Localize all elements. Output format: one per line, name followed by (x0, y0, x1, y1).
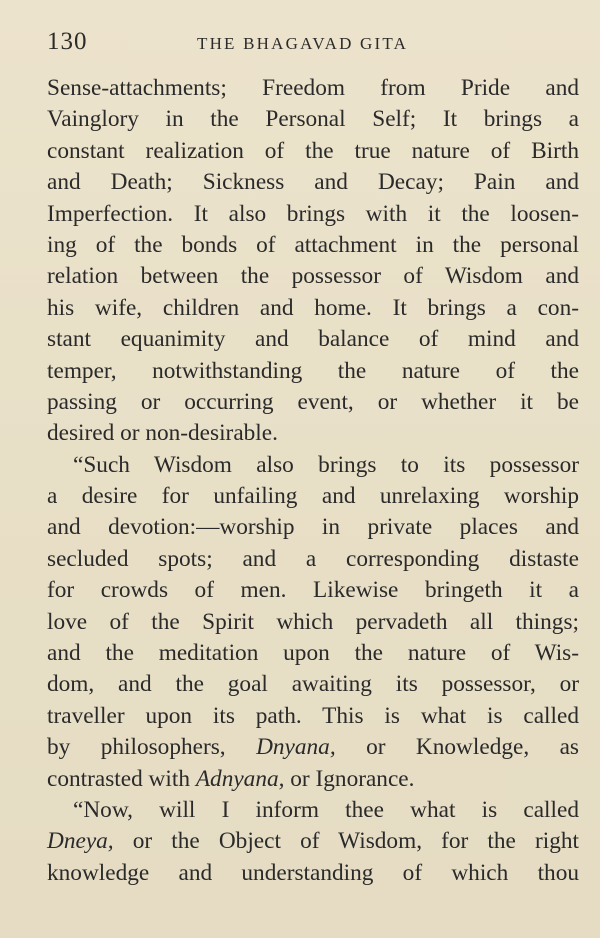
text-line: love of the Spirit which pervadeth all things; (47, 608, 579, 635)
text-line: and devotion:—worship in private places and (47, 514, 579, 541)
text-line: relation between the possessor of Wisdom and (47, 263, 579, 290)
text-line: stant equanimity and balance of mind and (47, 326, 579, 353)
line-text-after-term: or Ignorance. (284, 765, 415, 792)
text-line: Sense-attachments; Freedom from Pride and (47, 75, 579, 101)
line-text-before-term: contrasted with (47, 765, 196, 792)
text-line: knowledge and understanding of which thou (47, 859, 579, 886)
text-line: constant realization of the true nature of Birth (47, 137, 579, 164)
text-line: ing of the bonds of attachment in the personal (47, 231, 579, 258)
body-text (47, 73, 579, 889)
text-line: temper, notwithstanding the nature of the (47, 357, 579, 384)
text-line: passing or occurring event, or whether it be (47, 388, 579, 415)
text-line (47, 764, 579, 795)
line-text-after-term: or the Object of Wisdom, for the right (113, 828, 579, 855)
paragraph-start-line: “Now, will I inform thee what is called (73, 796, 579, 823)
text-line: his wife, children and home. It brings a con- (47, 294, 579, 321)
text-line: desired or non-desirable. (47, 420, 278, 447)
italic-term-dneya: Dneya, (47, 828, 114, 855)
paragraph-start-line: “Such Wisdom also brings to its possessor (73, 451, 579, 478)
text-line: Imperfection. It also brings with it the loosen- (47, 200, 579, 227)
text-line: and Death; Sickness and Decay; Pain and (47, 169, 579, 196)
text-line: and the meditation upon the nature of Wis- (47, 640, 579, 667)
text-line (47, 826, 579, 857)
text-line: traveller upon its path. This is what is called (47, 702, 579, 729)
text-line: for crowds of men. Likewise bringeth it a (47, 577, 579, 604)
line-text-after-term: or Knowledge, as (335, 734, 579, 761)
page-number: 130 (47, 28, 88, 55)
italic-term-adnyana: Adnyana, (195, 765, 285, 792)
running-title: THE BHAGAVAD GITA (197, 34, 409, 53)
text-line: secluded spots; and a corresponding distaste (47, 545, 579, 572)
text-line: Vainglory in the Personal Self; It brings a (47, 106, 579, 133)
page-header (47, 28, 580, 62)
italic-term-dnyana: Dnyana, (256, 734, 336, 761)
text-line: dom, and the goal awaiting its possessor, or (47, 671, 579, 698)
text-line (47, 732, 579, 763)
line-text-before-term: by philosophers, (47, 734, 257, 761)
text-line: a desire for unfailing and unrelaxing worship (47, 483, 579, 510)
